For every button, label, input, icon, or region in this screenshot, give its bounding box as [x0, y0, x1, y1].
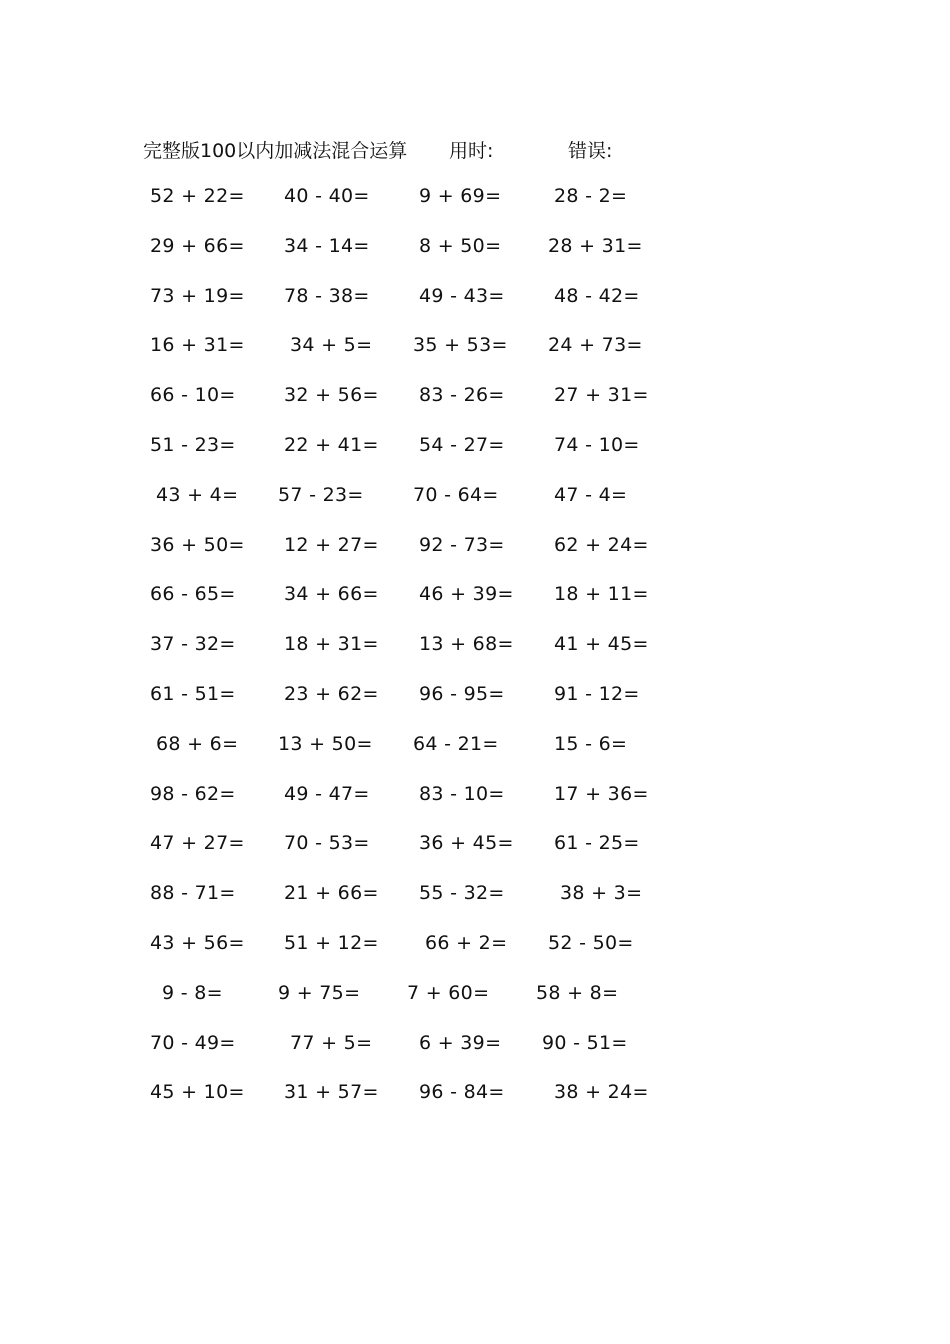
problem-item: 78 - 38= [284, 284, 370, 307]
problem-row [0, 982, 950, 1032]
problem-item: 36 + 45= [419, 832, 514, 855]
problem-item: 52 - 50= [548, 931, 634, 954]
problem-row [0, 285, 950, 335]
problem-item: 96 - 84= [419, 1081, 505, 1104]
problem-row [0, 484, 950, 534]
problem-row [0, 185, 950, 235]
problem-row [0, 235, 950, 285]
problem-item: 49 - 43= [419, 284, 505, 307]
problem-grid [0, 185, 950, 1131]
problem-item: 13 + 68= [419, 633, 514, 656]
problem-item: 41 + 45= [554, 633, 649, 656]
problem-item: 9 - 8= [162, 981, 223, 1004]
problem-item: 38 + 24= [554, 1081, 649, 1104]
problem-row [0, 783, 950, 833]
problem-item: 34 + 66= [284, 583, 379, 606]
problem-item: 96 - 95= [419, 682, 505, 705]
problem-row [0, 683, 950, 733]
problem-item: 9 + 75= [278, 981, 361, 1004]
problem-item: 61 - 25= [554, 832, 640, 855]
problem-row [0, 434, 950, 484]
problem-item: 15 - 6= [554, 732, 628, 755]
problem-item: 28 + 31= [548, 234, 643, 257]
problem-item: 62 + 24= [554, 533, 649, 556]
problem-item: 49 - 47= [284, 782, 370, 805]
problem-item: 31 + 57= [284, 1081, 379, 1104]
problem-item: 74 - 10= [554, 433, 640, 456]
problem-item: 77 + 5= [290, 1031, 373, 1054]
problem-item: 24 + 73= [548, 334, 643, 357]
problem-item: 16 + 31= [150, 334, 245, 357]
problem-item: 21 + 66= [284, 882, 379, 905]
problem-item: 18 + 31= [284, 633, 379, 656]
problem-row [0, 882, 950, 932]
problem-item: 47 - 4= [554, 483, 628, 506]
problem-item: 36 + 50= [150, 533, 245, 556]
problem-item: 51 - 23= [150, 433, 236, 456]
problem-row [0, 334, 950, 384]
problem-item: 66 + 2= [425, 931, 508, 954]
problem-item: 45 + 10= [150, 1081, 245, 1104]
problem-item: 91 - 12= [554, 682, 640, 705]
problem-row [0, 932, 950, 982]
problem-item: 61 - 51= [150, 682, 236, 705]
problem-item: 27 + 31= [554, 384, 649, 407]
problem-row [0, 832, 950, 882]
problem-item: 35 + 53= [413, 334, 508, 357]
problem-item: 64 - 21= [413, 732, 499, 755]
problem-item: 55 - 32= [419, 882, 505, 905]
problem-item: 68 + 6= [156, 732, 239, 755]
problem-item: 92 - 73= [419, 533, 505, 556]
problem-item: 22 + 41= [284, 433, 379, 456]
problem-item: 70 - 64= [413, 483, 499, 506]
problem-item: 12 + 27= [284, 533, 379, 556]
problem-item: 83 - 26= [419, 384, 505, 407]
problem-item: 32 + 56= [284, 384, 379, 407]
problem-item: 57 - 23= [278, 483, 364, 506]
problem-item: 52 + 22= [150, 185, 245, 207]
problem-item: 34 + 5= [290, 334, 373, 357]
problem-row [0, 633, 950, 683]
problem-item: 23 + 62= [284, 682, 379, 705]
problem-item: 7 + 60= [407, 981, 490, 1004]
problem-item: 43 + 56= [150, 931, 245, 954]
problem-item: 46 + 39= [419, 583, 514, 606]
problem-item: 38 + 3= [560, 882, 643, 905]
problem-item: 13 + 50= [278, 732, 373, 755]
problem-item: 9 + 69= [419, 185, 502, 207]
problem-row [0, 583, 950, 633]
problem-item: 70 - 53= [284, 832, 370, 855]
problem-item: 58 + 8= [536, 981, 619, 1004]
problem-item: 51 + 12= [284, 931, 379, 954]
problem-item: 83 - 10= [419, 782, 505, 805]
problem-item: 73 + 19= [150, 284, 245, 307]
problem-item: 37 - 32= [150, 633, 236, 656]
problem-item: 47 + 27= [150, 832, 245, 855]
problem-item: 6 + 39= [419, 1031, 502, 1054]
problem-item: 98 - 62= [150, 782, 236, 805]
problem-item: 17 + 36= [554, 782, 649, 805]
problem-row [0, 1032, 950, 1082]
problem-row [0, 733, 950, 783]
problem-item: 29 + 66= [150, 234, 245, 257]
problem-item: 18 + 11= [554, 583, 649, 606]
problem-item: 88 - 71= [150, 882, 236, 905]
problem-item: 70 - 49= [150, 1031, 236, 1054]
problem-item: 54 - 27= [419, 433, 505, 456]
problem-item: 43 + 4= [156, 483, 239, 506]
time-label: 用时: [449, 140, 494, 162]
problem-item: 48 - 42= [554, 284, 640, 307]
problem-item: 34 - 14= [284, 234, 370, 257]
problem-item: 66 - 10= [150, 384, 236, 407]
problem-row [0, 384, 950, 434]
errors-label: 错误: [568, 140, 613, 162]
worksheet-title: 完整版100以内加减法混合运算 [143, 140, 408, 162]
problem-item: 40 - 40= [284, 185, 370, 207]
problem-item: 28 - 2= [554, 185, 628, 207]
problem-item: 66 - 65= [150, 583, 236, 606]
problem-item: 90 - 51= [542, 1031, 628, 1054]
problem-row [0, 534, 950, 584]
problem-item: 8 + 50= [419, 234, 502, 257]
problem-row [0, 1081, 950, 1131]
